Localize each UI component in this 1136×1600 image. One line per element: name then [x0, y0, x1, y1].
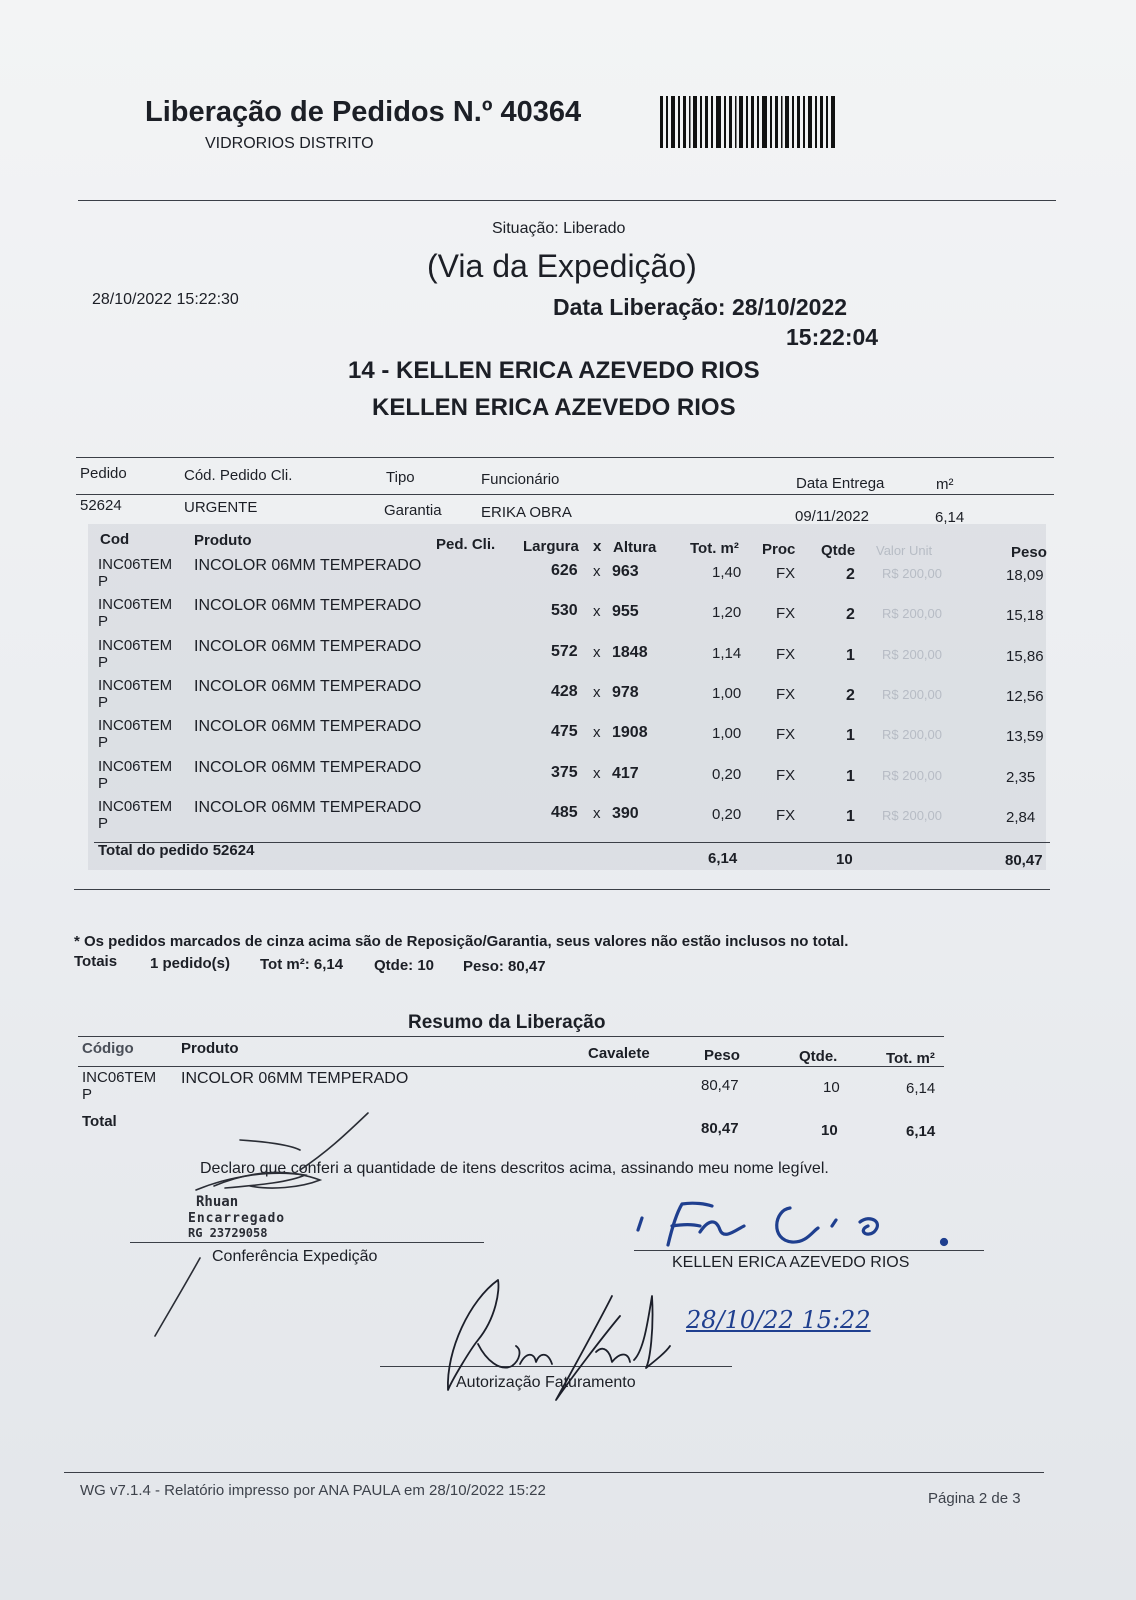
- row-qtde: 2: [846, 606, 855, 624]
- page-number: Página 2 de 3: [928, 1490, 1021, 1507]
- declaration-text: Declaro que conferi a quantidade de itens descritos acima, assinando meu nome legível.: [200, 1160, 829, 1177]
- company-name: VIDRORIOS DISTRITO: [205, 135, 374, 152]
- handwritten-date: 28/10/22 15:22: [686, 1306, 871, 1334]
- row-code: INC06TEM P: [98, 556, 173, 590]
- order-total-peso: 80,47: [1005, 852, 1043, 869]
- col-header-cod: Cod: [100, 531, 130, 548]
- col-header-valor: Valor Unit: [876, 543, 933, 558]
- col-header-data-entrega: Data Entrega: [796, 475, 885, 492]
- summary-total-weight: 80,47: [701, 1120, 739, 1137]
- col-header-cod-pedido-cli: Cód. Pedido Cli.: [184, 467, 293, 484]
- row-product: INCOLOR 06MM TEMPERADO: [194, 718, 422, 736]
- row-unit-value: R$ 200,00: [882, 566, 942, 581]
- order-total-label: Total do pedido 52624: [98, 842, 255, 859]
- row-width: 572: [551, 642, 578, 660]
- col-header-tot-m2: Tot. m²: [690, 540, 739, 557]
- col-header-largura: Largura: [523, 538, 579, 555]
- row-height: 1848: [612, 643, 648, 661]
- summary-row-qtde: 10: [823, 1079, 840, 1096]
- row-width: 485: [551, 803, 578, 821]
- row-width: 626: [551, 562, 578, 579]
- divider: [76, 494, 1054, 495]
- row-x: x: [593, 563, 601, 580]
- summary-row-m2: 6,14: [906, 1080, 936, 1097]
- row-code: INC06TEM P: [98, 596, 173, 631]
- row-qtde: 1: [846, 646, 855, 664]
- summary-col-peso: Peso: [704, 1047, 740, 1064]
- row-tot-m2: 1,20: [712, 604, 742, 622]
- row-code: INC06TEM P: [98, 757, 173, 792]
- signature-line: [130, 1242, 484, 1243]
- row-unit-value: R$ 200,00: [882, 686, 942, 702]
- row-code: INC06TEM P: [98, 636, 173, 671]
- summary-row-product: INCOLOR 06MM TEMPERADO: [181, 1070, 409, 1087]
- row-weight: 2,84: [1006, 808, 1036, 826]
- totals-label: Totais: [74, 953, 118, 970]
- row-x: x: [593, 643, 601, 661]
- order-type: Garantia: [384, 502, 442, 519]
- col-header-x: x: [593, 538, 602, 555]
- col-header-proc: Proc: [762, 541, 796, 558]
- row-width: 375: [551, 763, 578, 781]
- barcode-icon: [660, 96, 835, 148]
- row-tot-m2: 1,14: [712, 644, 742, 662]
- row-weight: 2,35: [1006, 768, 1036, 786]
- release-time: 15:22:04: [786, 324, 879, 350]
- summary-col-produto: Produto: [181, 1040, 239, 1057]
- copy-type-title: (Via da Expedição): [427, 248, 697, 284]
- row-height: 978: [612, 683, 639, 701]
- row-height: 1908: [612, 724, 648, 742]
- row-code: INC06TEM P: [98, 717, 173, 752]
- row-proc: FX: [776, 806, 796, 824]
- col-header-funcionario: Funcionário: [481, 471, 560, 488]
- summary-col-tot-m2: Tot. m²: [886, 1050, 935, 1067]
- summary-title: Resumo da Liberação: [408, 1012, 606, 1033]
- order-delivery-date: 09/11/2022: [795, 508, 869, 525]
- totals-qtde: Qtde: 10: [374, 957, 435, 974]
- col-header-ped-cli: Ped. Cli.: [436, 536, 496, 553]
- col-header-altura: Altura: [613, 539, 657, 556]
- row-product: INCOLOR 06MM TEMPERADO: [194, 798, 422, 816]
- divider: [78, 1066, 944, 1067]
- conferencia-label: Conferência Expedição: [212, 1248, 378, 1265]
- row-unit-value: R$ 200,00: [882, 807, 942, 823]
- row-code: INC06TEM P: [98, 797, 173, 832]
- print-datetime: 28/10/2022 15:22:30: [92, 291, 239, 308]
- divider: [78, 200, 1056, 201]
- row-unit-value: R$ 200,00: [882, 646, 942, 662]
- col-header-m2: m²: [936, 476, 954, 493]
- row-product: INCOLOR 06MM TEMPERADO: [194, 597, 422, 615]
- row-proc: FX: [776, 565, 796, 582]
- divider: [64, 1472, 1044, 1473]
- row-height: 417: [612, 764, 639, 782]
- status-label: Situação: Liberado: [492, 220, 626, 237]
- row-proc: FX: [776, 605, 796, 623]
- summary-total-m2: 6,14: [906, 1123, 936, 1140]
- divider: [78, 1036, 944, 1037]
- row-qtde: 1: [846, 727, 855, 745]
- row-product: INCOLOR 06MM TEMPERADO: [194, 557, 422, 574]
- customer-name: KELLEN ERICA AZEVEDO RIOS: [372, 394, 736, 421]
- col-header-tipo: Tipo: [386, 469, 415, 486]
- row-unit-value: R$ 200,00: [882, 606, 942, 622]
- document-title: Liberação de Pedidos N.º 40364: [145, 96, 582, 128]
- row-weight: 15,18: [1006, 607, 1044, 625]
- row-product: INCOLOR 06MM TEMPERADO: [194, 677, 422, 695]
- row-weight: 13,59: [1006, 728, 1044, 746]
- row-tot-m2: 1,40: [712, 564, 742, 581]
- summary-row-code: INC06TEM P: [82, 1069, 157, 1103]
- col-header-produto: Produto: [194, 532, 252, 549]
- row-proc: FX: [776, 726, 796, 744]
- row-weight: 15,86: [1006, 647, 1044, 665]
- row-weight: 18,09: [1006, 567, 1044, 584]
- row-qtde: 1: [846, 767, 855, 785]
- row-x: x: [593, 603, 601, 621]
- totals-orders: 1 pedido(s): [150, 955, 231, 972]
- autorizacao-label: Autorização Faturamento: [456, 1374, 636, 1391]
- divider: [76, 457, 1054, 458]
- row-product: INCOLOR 06MM TEMPERADO: [194, 637, 422, 655]
- row-x: x: [593, 683, 601, 701]
- row-proc: FX: [776, 685, 796, 703]
- row-qtde: 2: [846, 566, 855, 583]
- order-employee: ERIKA OBRA: [481, 504, 572, 521]
- totals-weight: Peso: 80,47: [463, 958, 546, 975]
- row-width: 530: [551, 602, 578, 620]
- row-height: 963: [612, 563, 639, 580]
- client-signature-name: KELLEN ERICA AZEVEDO RIOS: [672, 1254, 910, 1271]
- stamp-rg: RG 23729058: [188, 1226, 268, 1240]
- row-width: 428: [551, 682, 578, 700]
- row-qtde: 1: [846, 807, 855, 825]
- signature-line: [380, 1366, 732, 1367]
- row-width: 475: [551, 723, 578, 741]
- summary-row-weight: 80,47: [701, 1077, 739, 1094]
- summary-total-qtde: 10: [821, 1122, 838, 1139]
- row-qtde: 2: [846, 686, 855, 704]
- row-height: 955: [612, 603, 639, 621]
- totals-m2: Tot m²: 6,14: [260, 956, 344, 973]
- row-tot-m2: 0,20: [712, 765, 742, 783]
- replacement-note: * Os pedidos marcados de cinza acima são de Reposição/Garantia, seus valores não estão inclusos no total.: [74, 933, 849, 950]
- signature-line: [634, 1250, 984, 1251]
- row-tot-m2: 1,00: [712, 684, 742, 702]
- divider: [74, 889, 1050, 890]
- row-unit-value: R$ 200,00: [882, 727, 942, 743]
- footer-report-info: WG v7.1.4 - Relatório impresso por ANA PAULA em 28/10/2022 15:22: [80, 1482, 546, 1499]
- col-header-pedido: Pedido: [80, 465, 127, 482]
- row-product: INCOLOR 06MM TEMPERADO: [194, 758, 422, 776]
- row-x: x: [593, 764, 601, 782]
- customer-code-name: 14 - KELLEN ERICA AZEVEDO RIOS: [348, 357, 760, 384]
- col-header-peso: Peso: [1011, 544, 1047, 561]
- summary-col-cavalete: Cavalete: [588, 1045, 650, 1062]
- order-total-m2: 6,14: [708, 850, 738, 867]
- row-tot-m2: 1,00: [712, 725, 742, 743]
- stamp-role: Encarregado: [188, 1211, 286, 1226]
- summary-total-label: Total: [82, 1113, 117, 1130]
- stamp-name: Rhuan: [196, 1194, 239, 1210]
- order-m2: 6,14: [935, 509, 965, 526]
- row-x: x: [593, 804, 601, 822]
- release-date: Data Liberação: 28/10/2022: [553, 294, 848, 320]
- row-unit-value: R$ 200,00: [882, 767, 942, 783]
- row-proc: FX: [776, 645, 796, 663]
- row-height: 390: [612, 804, 639, 822]
- col-header-qtde: Qtde: [821, 542, 856, 559]
- row-tot-m2: 0,20: [712, 805, 742, 823]
- summary-col-qtde: Qtde.: [799, 1048, 838, 1065]
- order-total-qtde: 10: [836, 851, 853, 868]
- row-code: INC06TEM P: [98, 676, 173, 711]
- summary-col-codigo: Código: [82, 1040, 134, 1057]
- row-proc: FX: [776, 766, 796, 784]
- order-client-code: URGENTE: [184, 499, 258, 516]
- row-weight: 12,56: [1006, 687, 1044, 705]
- row-x: x: [593, 724, 601, 742]
- order-number: 52624: [80, 497, 122, 514]
